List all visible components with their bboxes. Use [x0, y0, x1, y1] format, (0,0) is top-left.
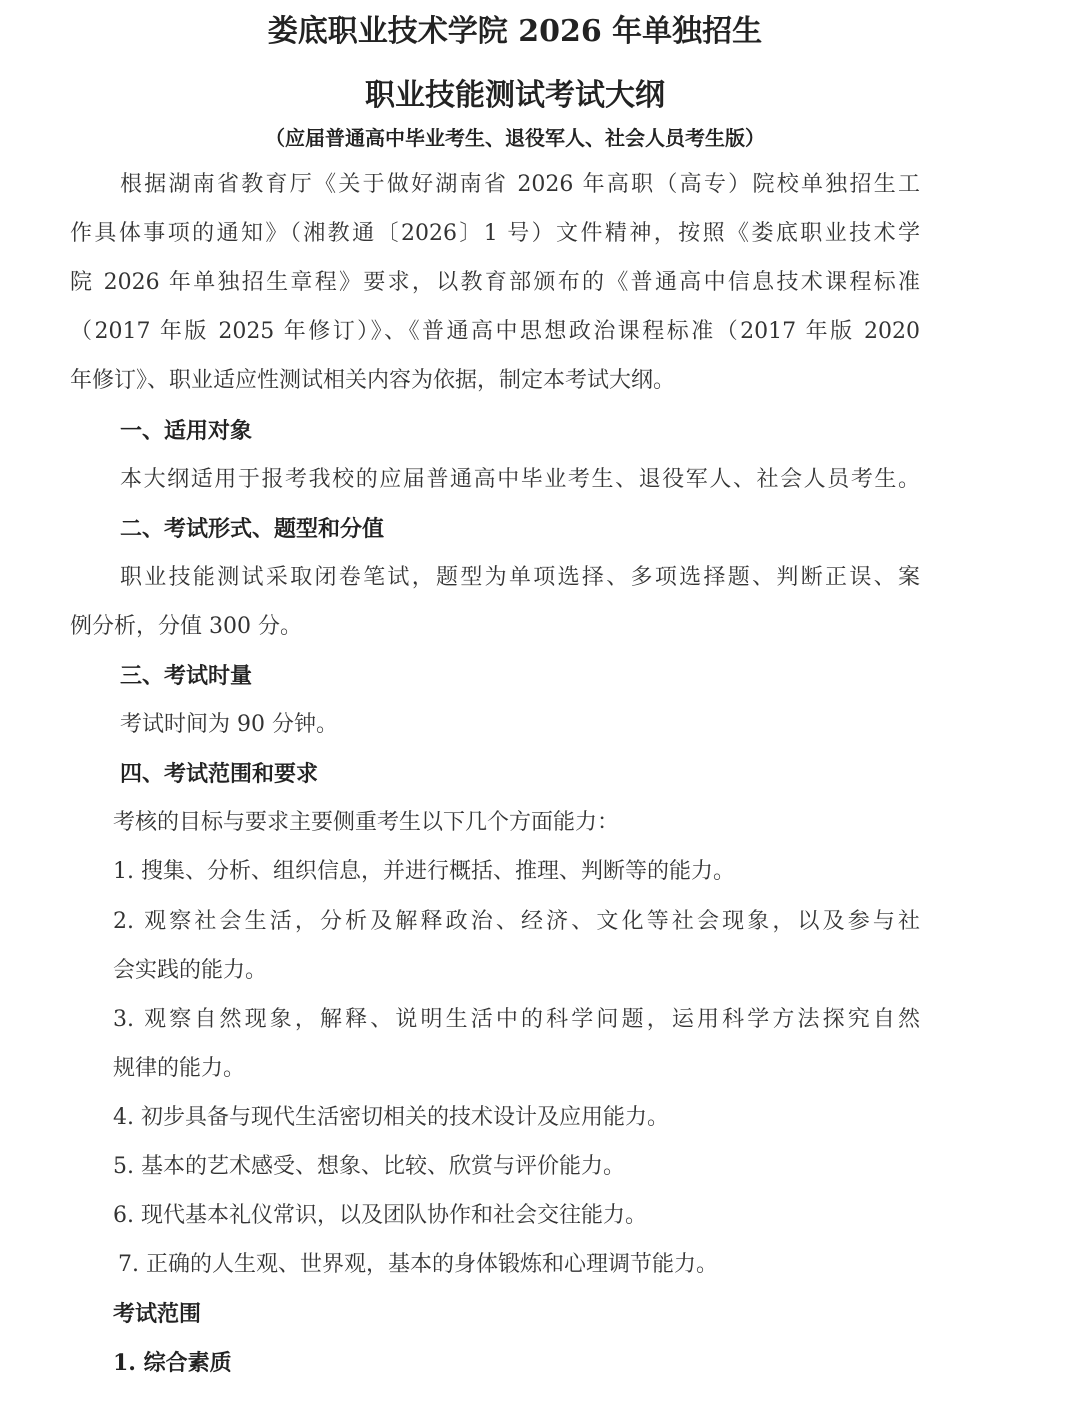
text-line: 年修订》、职业适应性测试相关内容为依据，制定本考试大纲。 [70, 368, 676, 394]
text-line: 例分析，分值 300 分。 [70, 613, 302, 639]
text-line: 作具体事项的通知》（湘教通〔2026〕1 号）文件精神，按照《娄底职业技术学 [70, 221, 920, 247]
section-heading: 考试范围 [113, 1301, 202, 1328]
section-heading: 一、适用对象 [120, 417, 253, 444]
section-heading: 四、考试范围和要求 [120, 761, 319, 788]
text-line: 根据湖南省教育厅《关于做好湖南省 2026 年高职（高专）院校单独招生工 [120, 172, 920, 197]
text-line: 7. 正确的人生观、世界观，基本的身体锻炼和心理调节能力。 [118, 1252, 718, 1278]
text-line: 本大纲适用于报考我校的应届普通高中毕业考生、退役军人、社会人员考生。 [120, 466, 920, 492]
text-line: 会实践的能力。 [113, 957, 268, 983]
text-line: 1. 搜集、分析、组织信息，并进行概括、推理、判断等的能力。 [113, 859, 735, 885]
text-line: 考试时间为 90 分钟。 [120, 712, 338, 738]
document-subtitle: （应届普通高中毕业考生、退役军人、社会人员考生版） [265, 126, 765, 150]
text-line: 4. 初步具备与现代生活密切相关的技术设计及应用能力。 [113, 1104, 669, 1130]
text-line: 2. 观察社会生活，分析及解释政治、经济、文化等社会现象，以及参与社 [113, 908, 920, 934]
document-title-line2: 职业技能测试考试大纲 [365, 78, 665, 113]
text-line: 职业技能测试采取闭卷笔试，题型为单项选择、多项选择题、判断正误、案 [120, 564, 920, 590]
text-line: 考核的目标与要求主要侧重考生以下几个方面能力： [113, 810, 620, 836]
text-line: 6. 现代基本礼仪常识，以及团队协作和社会交往能力。 [113, 1203, 647, 1229]
section-heading: 二、考试形式、题型和分值 [120, 515, 385, 542]
text-line: 3. 观察自然现象，解释、说明生活中的科学问题，运用科学方法探究自然 [113, 1006, 920, 1032]
text-line: 规律的能力。 [113, 1055, 246, 1081]
text-line: （2017 年版 2025 年修订）》、《普通高中思想政治课程标准（2017 年版 2020 [70, 319, 920, 345]
document-title: 娄底职业技术学院 2026 年单独招生 [267, 14, 763, 49]
section-heading: 三、考试时量 [120, 663, 253, 689]
text-line: 院 2026 年单独招生章程》要求，以教育部颁布的《普通高中信息技术课程标准 [70, 270, 920, 296]
section-heading: 1. 综合素质 [113, 1350, 232, 1377]
text-line: 5. 基本的艺术感受、想象、比较、欣赏与评价能力。 [113, 1154, 625, 1179]
